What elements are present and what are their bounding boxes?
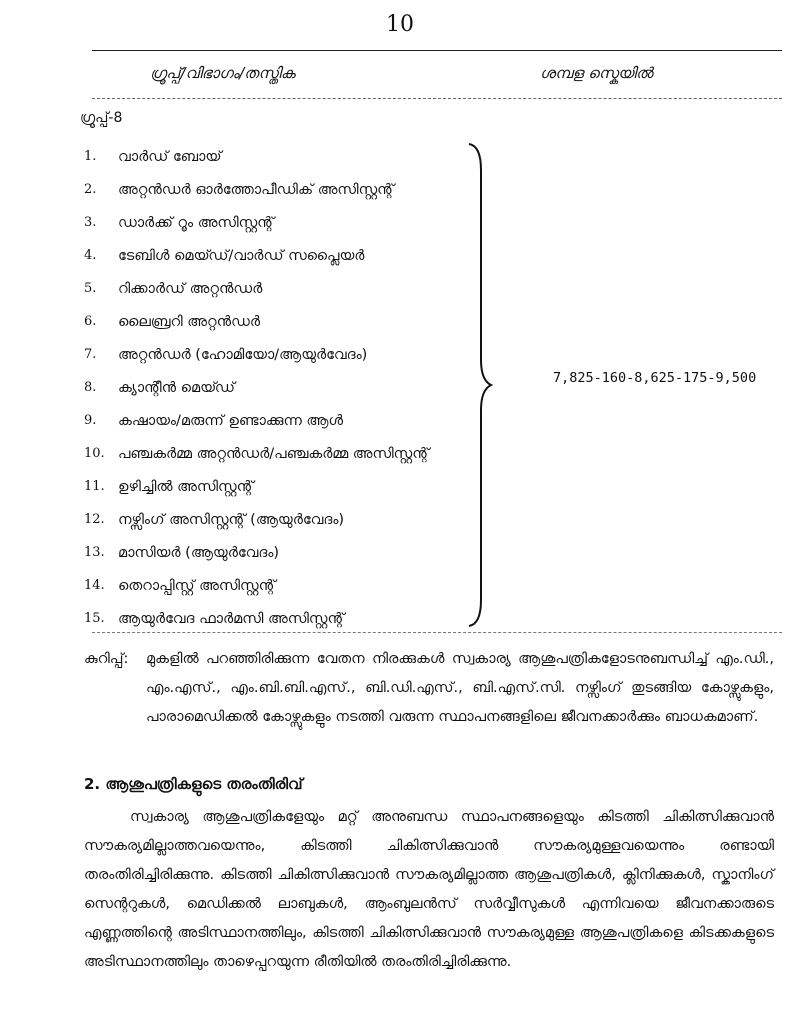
list-item xyxy=(84,305,429,338)
section-paragraph: സ്വകാര്യ ആശുപത്രികളേയും മറ്റ് അനുബന്ധ സ്ഥാപനങ്ങളെയും കിടത്തി ചികിത്സിക്കുവാൻ സൗകര്യമില്ലാത്തവയെന്നും, കിടത്തി ചികിത്സിക്കുവാൻ സൗകര്യമുള്ളവയെന്നും രണ്ടായി തരംതിരിച്ചിരിക്കുന്നു. കിടത്തി ചികിത്സിക്കുവാൻ സൗകര്യമില്ലാത്ത ആശുപത്രികൾ, ക്ലിനിക്കുകൾ, സ്കാനിംഗ് സെന്ററുകൾ, മെഡിക്കൽ ലാബുകൾ, ആംബുലൻസ് സർവ്വീസുകൾ എന്നിവയെ ജീവനക്കാരുടെ എണ്ണത്തിന്റെ അടിസ്ഥാനത്തിലും, കിടത്തി ചികിത്സിക്കുവാൻ സൗകര്യമുള്ള ആശുപത്രികളെ കിടക്കകളുടെ അടിസ്ഥാനത്തിലും താഴെപ്പറയുന്ന രീതിയിൽ തരംതിരിച്ചിരിക്കുന്നു. xyxy=(84,809,774,970)
item-text: അറ്റൻഡർ (ഹോമിയോ/ആയുർവേദം) xyxy=(118,346,368,363)
list-item xyxy=(84,569,429,602)
list-item xyxy=(84,272,429,305)
header-pay-scale-column: ശമ്പള സ്കെയിൽ xyxy=(540,64,653,82)
note-label: കുറിപ്പ്: xyxy=(84,651,129,667)
item-text: പഞ്ചകർമ്മ അറ്റൻഡർ/പഞ്ചകർമ്മ അസിസ്റ്റന്റ് xyxy=(118,445,430,462)
list-item xyxy=(84,206,429,239)
separator-rule xyxy=(92,632,782,633)
right-brace-icon xyxy=(465,140,495,630)
item-number: 8. xyxy=(84,380,97,395)
pay-scale-value: 7,825-160-8,625-175-9,500 xyxy=(553,370,757,386)
note-block xyxy=(84,645,774,732)
list-item xyxy=(84,437,429,470)
header-bottom-rule xyxy=(92,98,782,99)
group-label: ഗ്രൂപ്പ്-8 xyxy=(80,110,123,126)
header-category-column: ഗ്രൂപ്പ്/വിഭാഗം/തസ്തിക xyxy=(150,64,296,82)
item-number: 3. xyxy=(84,215,97,230)
list-item xyxy=(84,173,429,206)
item-number: 4. xyxy=(84,248,97,263)
item-text: അറ്റൻഡർ ഓർത്തോപീഡിക് അസിസ്റ്റന്റ് xyxy=(118,181,395,198)
item-text: നഴ്സിംഗ് അസിസ്റ്റന്റ് (ആയുർവേദം) xyxy=(118,511,345,528)
item-number: 6. xyxy=(84,314,97,329)
item-text: മാസിയർ (ആയുർവേദം) xyxy=(118,544,280,561)
item-text: ആയുർവേദ ഫാർമസി അസിസ്റ്റന്റ് xyxy=(118,610,345,627)
item-text: റിക്കാർഡ് അറ്റൻഡർ xyxy=(118,280,263,297)
list-item xyxy=(84,140,429,173)
item-number: 14. xyxy=(84,578,105,593)
item-number: 15. xyxy=(84,611,105,626)
header-top-rule xyxy=(92,50,782,51)
item-text: ടേബിൾ മെയ്ഡ്/വാർഡ് സപ്ലൈയർ xyxy=(118,247,365,264)
item-number: 12. xyxy=(84,512,105,527)
list-item xyxy=(84,503,429,536)
item-number: 1. xyxy=(84,149,97,164)
item-text: ഉഴിച്ചിൽ അസിസ്റ്റന്റ് xyxy=(118,478,254,495)
item-text: തെറാപ്പിസ്റ്റ് അസിസ്റ്റന്റ് xyxy=(118,577,276,594)
item-number: 5. xyxy=(84,281,97,296)
list-item xyxy=(84,602,429,635)
list-item xyxy=(84,404,429,437)
item-number: 13. xyxy=(84,545,105,560)
item-text: ഡാർക്ക് റൂം അസിസ്റ്റന്റ് xyxy=(118,214,275,231)
list-item xyxy=(84,239,429,272)
item-number: 9. xyxy=(84,413,97,428)
item-text: ലൈബ്രറി അറ്റൻഡർ xyxy=(118,313,260,330)
item-number: 7. xyxy=(84,347,97,362)
list-item xyxy=(84,371,429,404)
post-list xyxy=(84,140,429,635)
section-title: 2. ആശുപത്രികളുടെ തരംതിരിവ് xyxy=(84,775,303,793)
list-item xyxy=(84,338,429,371)
list-item xyxy=(84,470,429,503)
list-item xyxy=(84,536,429,569)
page-number: 10 xyxy=(386,12,414,37)
item-number: 2. xyxy=(84,182,97,197)
item-text: ക്യാന്റീൻ മെയ്ഡ് xyxy=(118,379,235,396)
item-number: 10. xyxy=(84,446,105,461)
item-text: വാർഡ് ബോയ് xyxy=(118,148,222,165)
item-text: കഷായം/മരുന്ന് ഉണ്ടാക്കുന്ന ആൾ xyxy=(118,412,344,429)
item-number: 11. xyxy=(84,479,105,494)
note-text: മുകളിൽ പറഞ്ഞിരിക്കുന്ന വേതന നിരക്കുകൾ സ്വകാര്യ ആശുപത്രികളോടനുബന്ധിച്ച് എം.ഡി., എം.എസ്., എം.ബി.ബി.എസ്., ബി.ഡി.എസ്., ബി.എസ്.സി. നഴ്സിംഗ് തുടങ്ങിയ കോഴ്സുകളും, പാരാമെഡിക്കൽ കോഴ്സുകളും നടത്തി വരുന്ന സ്ഥാപനങ്ങളിലെ ജീവനക്കാർക്കും ബാധകമാണ്. xyxy=(146,651,774,725)
